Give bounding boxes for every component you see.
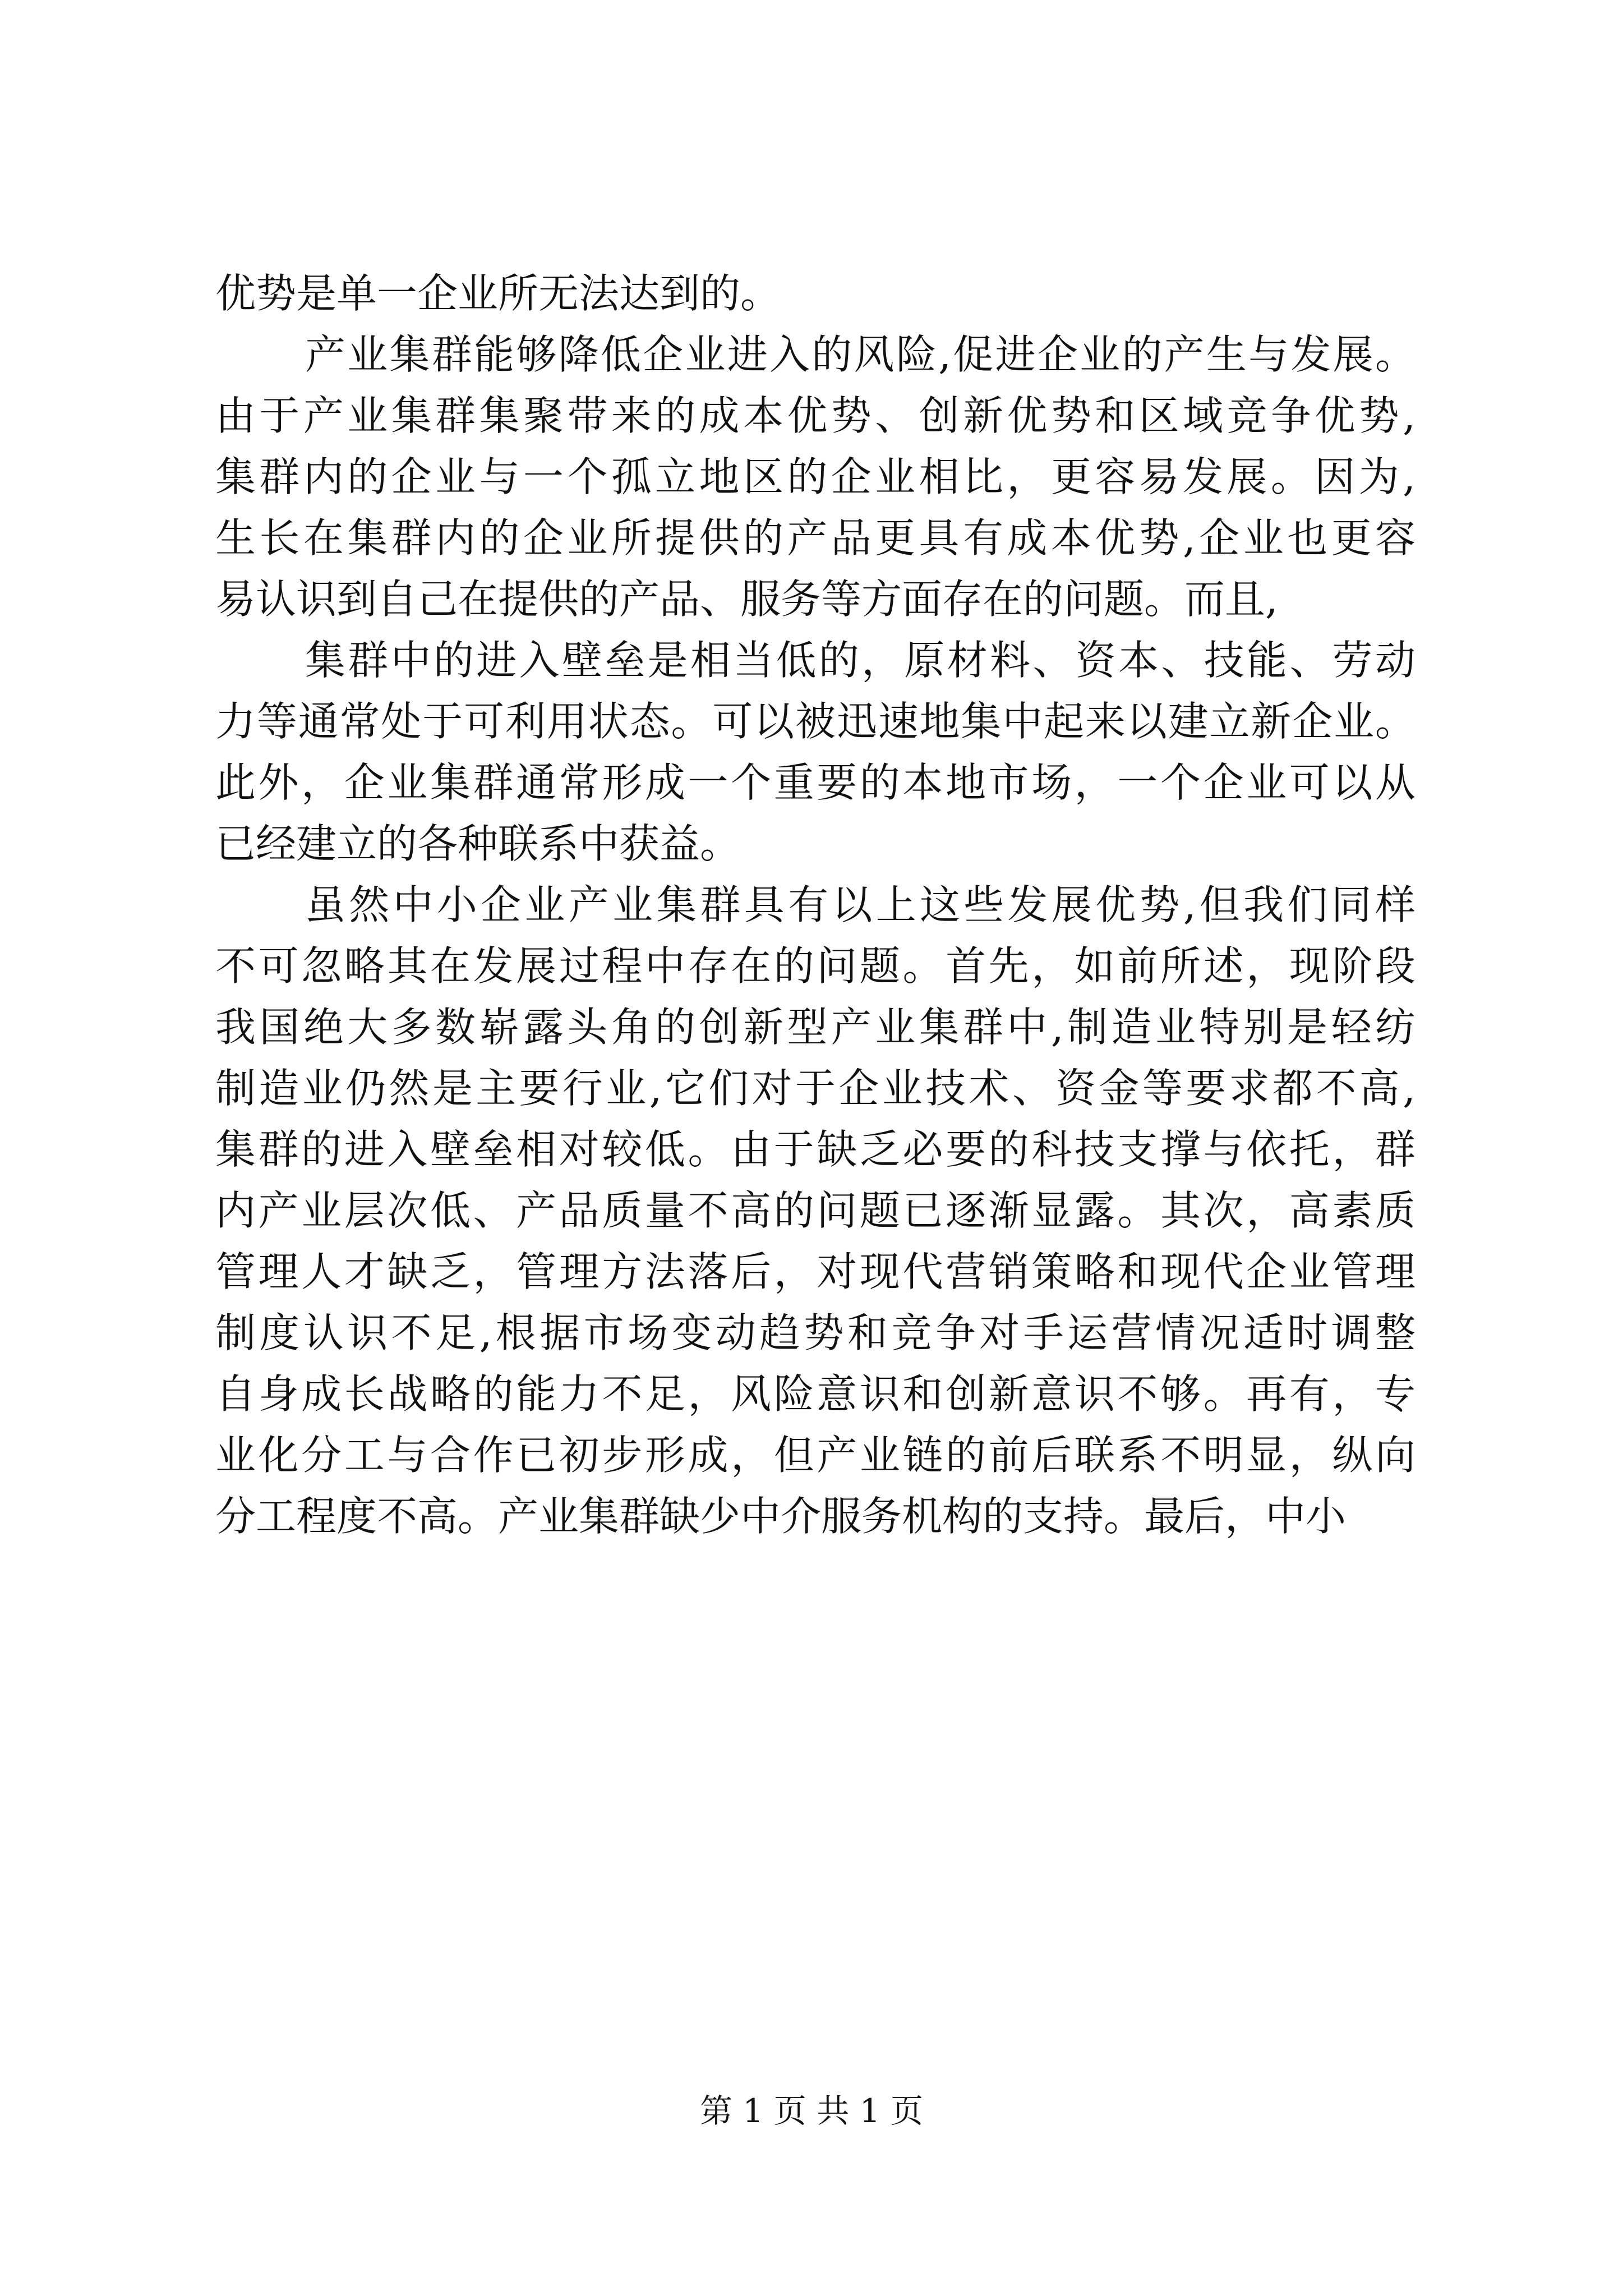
text-line: 业化分工与合作已初步形成，但产业链的前后联系不明显，纵向 — [215, 1432, 1415, 1479]
text-line: 集群内的企业与一个孤立地区的企业相比，更容易发展。因为, — [215, 453, 1415, 500]
page-footer: 第 1 页 共 1 页 — [700, 2092, 923, 2130]
text-line: 力等通常处于可利用状态。可以被迅速地集中起来以建立新企业。 — [215, 698, 1415, 745]
paragraph-first-line: 虽然中小企业产业集群具有以上这些发展优势,但我们同样 — [305, 881, 1415, 928]
text-line: 优势是单一企业所无法达到的。 — [215, 270, 781, 317]
text-line: 易认识到自己在提供的产品、服务等方面存在的问题。而且, — [215, 576, 1278, 623]
text-line: 集群的进入壁垒相对较低。由于缺乏必要的科技支撑与依托，群 — [215, 1126, 1415, 1173]
body-text — [215, 265, 1415, 1549]
text-line: 管理人才缺乏，管理方法落后，对现代营销策略和现代企业管理 — [215, 1248, 1415, 1295]
text-line: 制度认识不足,根据市场变动趋势和竞争对手运营情况适时调整 — [215, 1309, 1415, 1356]
text-line: 生长在集群内的企业所提供的产品更具有成本优势,企业也更容 — [215, 514, 1415, 562]
text-line: 制造业仍然是主要行业,它们对于企业技术、资金等要求都不高, — [215, 1065, 1415, 1112]
text-line: 自身成长战略的能力不足，风险意识和创新意识不够。再有，专 — [215, 1370, 1415, 1418]
paragraph-first-line: 产业集群能够降低企业进入的风险,促进企业的产生与发展。 — [305, 331, 1415, 378]
text-line: 分工程度不高。产业集群缺少中介服务机构的支持。最后，中小 — [215, 1493, 1347, 1540]
text-line: 内产业层次低、产品质量不高的问题已逐渐显露。其次，高素质 — [215, 1187, 1415, 1234]
text-line: 由于产业集群集聚带来的成本优势、创新优势和区域竞争优势, — [215, 392, 1415, 439]
paragraph-first-line: 集群中的进入壁垒是相当低的，原材料、资本、技能、劳动 — [305, 637, 1415, 684]
text-line: 不可忽略其在发展过程中存在的问题。首先，如前所述，现阶段 — [215, 942, 1415, 990]
text-line: 此外，企业集群通常形成一个重要的本地市场，一个企业可以从 — [215, 759, 1415, 806]
text-line: 我国绝大多数崭露头角的创新型产业集群中,制造业特别是轻纺 — [215, 1004, 1415, 1051]
text-line: 已经建立的各种联系中获益。 — [215, 820, 741, 867]
